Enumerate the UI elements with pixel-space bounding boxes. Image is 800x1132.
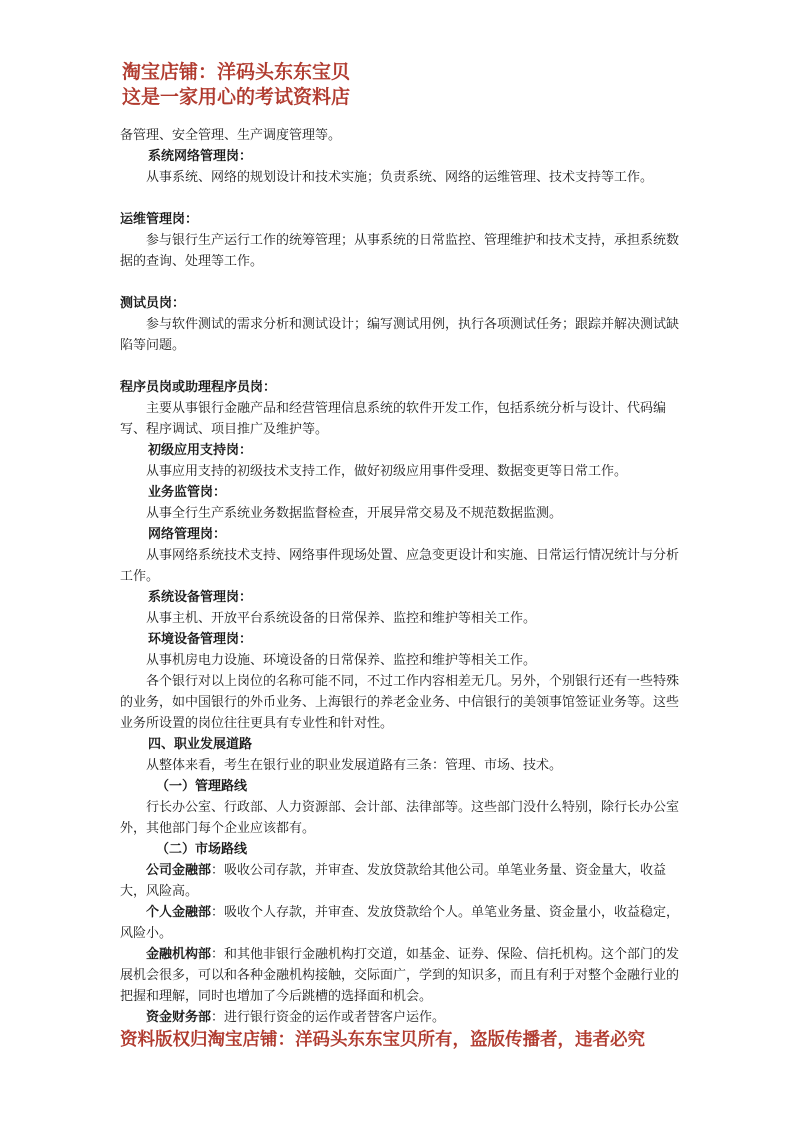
heading-business-supervision-post: 业务监管岗：: [148, 485, 227, 500]
heading-programmer-post: 程序员岗或助理程序员岗：: [120, 380, 277, 395]
paragraph-corporate-finance: [120, 860, 688, 902]
label-financial-institutions: 金融机构部: [146, 947, 212, 962]
label-personal-finance: 个人金融部: [146, 905, 212, 920]
heading-environment-device-post: 环境设备管理岗：: [148, 632, 253, 647]
label-treasury: 资金财务部: [146, 1010, 212, 1025]
heading-career-path: 四、职业发展道路: [148, 737, 253, 752]
paragraph-system-network-post: 从事系统、网络的规划设计和技术实施；负责系统、网络的运维管理、技术支持等工作。: [146, 170, 654, 185]
heading-system-device-post: 系统设备管理岗：: [148, 590, 253, 605]
copyright-footer: 资料版权归淘宝店铺：洋码头东东宝贝所有，盗版传播者，违者必究: [120, 1030, 645, 1050]
paragraph-personal-finance: [120, 902, 688, 944]
paragraph-business-supervision-post: 从事全行生产系统业务数据监督检查，开展异常交易及不规范数据监测。: [146, 506, 563, 521]
paragraph-ops-post: 参与银行生产运行工作的统筹管理；从事系统的日常监控、管理维护和技术支持，承担系统数据的查询、处理等工作。: [120, 233, 680, 269]
shop-header-line-2: 这是一家用心的考试资料店: [122, 86, 351, 108]
paragraph-treasury: [120, 1007, 688, 1028]
paragraph-system-device-post: 从事主机、开放平台系统设备的日常保养、监控和维护等相关工作。: [146, 611, 537, 626]
paragraph-career-path: 从整体来看，考生在银行业的职业发展道路有三条：管理、市场、技术。: [146, 758, 563, 773]
paragraph-bank-note: 各个银行对以上岗位的名称可能不同，不过工作内容相差无几。另外，个别银行还有一些特殊的业务，如中国银行的外币业务、上海银行的养老金业务、中信银行的美领事馆签证业务等。这些业务所设置的岗位往往更具有专业性和针对性。: [120, 674, 680, 731]
shop-header: [122, 60, 350, 110]
paragraph-network-post: 从事网络系统技术支持、网络事件现场处置、应急变更设计和实施、日常运行情况统计与分析工作。: [120, 548, 680, 584]
heading-system-network-post: 系统网络管理岗：: [148, 149, 253, 164]
paragraph-environment-device-post: 从事机房电力设施、环境设备的日常保养、监控和维护等相关工作。: [146, 653, 537, 668]
paragraph-management-route: 行长办公室、行政部、人力资源部、会计部、法律部等。这些部门没什么特别，除行长办公室外，其他部门每个企业应该都有。: [120, 800, 680, 836]
paragraph-continuation: 备管理、安全管理、生产调度管理等。: [120, 128, 342, 143]
label-corporate-finance: 公司金融部: [146, 863, 212, 878]
text-treasury: ：进行银行资金的运作或者替客户运作。: [211, 1010, 446, 1025]
paragraph-app-support-post: 从事应用支持的初级技术支持工作，做好初级应用事件受理、数据变更等日常工作。: [146, 464, 628, 479]
spacer: [120, 356, 688, 377]
paragraph-test-post: 参与软件测试的需求分析和测试设计；编写测试用例，执行各项测试任务；跟踪并解决测试缺陷等问题。: [120, 317, 680, 353]
spacer: [120, 188, 688, 209]
paragraph-programmer-post: 主要从事银行金融产品和经营管理信息系统的软件开发工作，包括系统分析与设计、代码编写、程序调试、项目推广及维护等。: [120, 401, 667, 437]
document-body: [120, 125, 688, 1028]
heading-management-route: （一）管理路线: [156, 779, 248, 794]
text-corporate-finance: ：吸收公司存款，并审查、发放贷款给其他公司。单笔业务量、资金量大，收益大，风险高。: [120, 863, 667, 899]
text-personal-finance: ：吸收个人存款，并审查、发放贷款给个人。单笔业务量、资金量小，收益稳定，风险小。: [120, 905, 680, 941]
heading-app-support-post: 初级应用支持岗：: [148, 443, 253, 458]
shop-header-line-1: 淘宝店铺：洋码头东东宝贝: [122, 61, 351, 83]
heading-ops-post: 运维管理岗：: [120, 212, 199, 227]
text-financial-institutions: ：和其他非银行金融机构打交道，如基金、证券、保险、信托机构。这个部门的发展机会很多，可以和各种金融机构接触，交际面广，学到的知识多，而且有利于对整个金融行业的把握和理解，同时也增加了今后跳槽的选择面和机会。: [120, 947, 680, 1004]
paragraph-financial-institutions: [120, 944, 688, 1007]
heading-test-post: 测试员岗：: [120, 296, 186, 311]
spacer: [120, 272, 688, 293]
heading-network-post: 网络管理岗：: [148, 527, 227, 542]
heading-market-route: （二）市场路线: [156, 842, 248, 857]
